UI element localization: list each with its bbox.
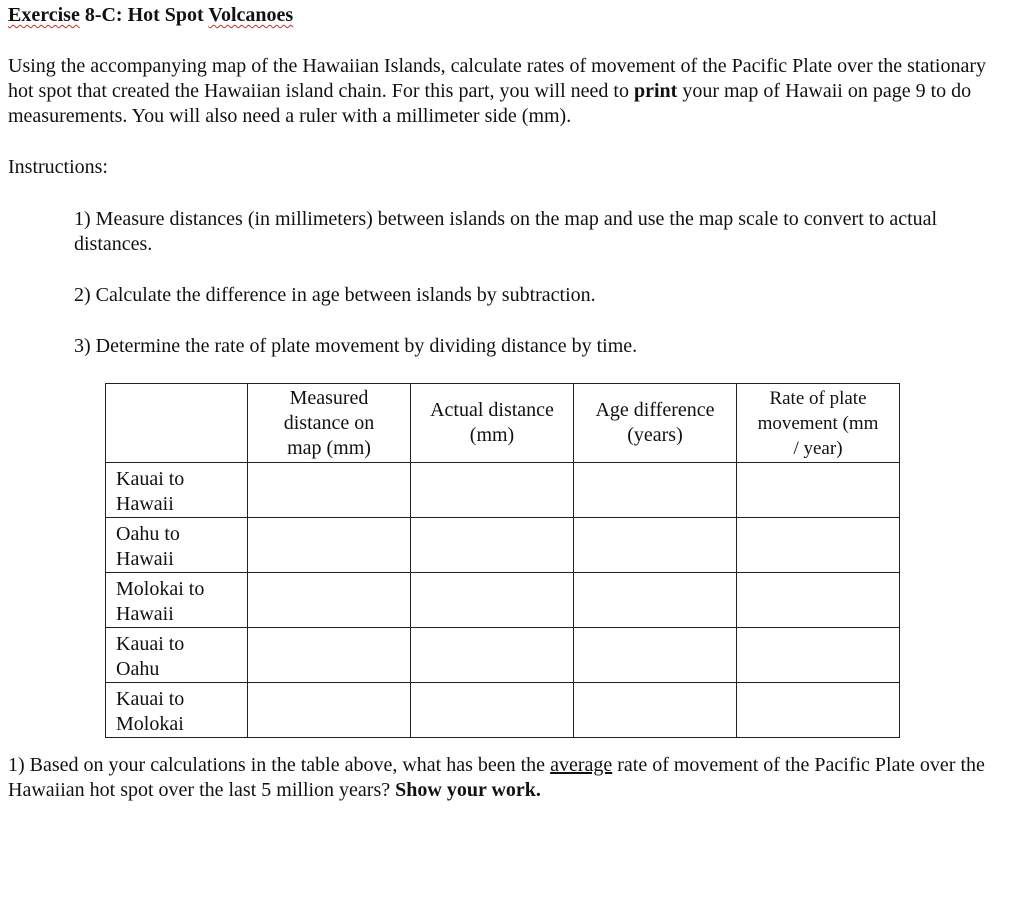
question-bold-show-work: Show your work. (395, 779, 541, 801)
cell-actual[interactable] (411, 628, 574, 683)
cell-rate[interactable] (737, 628, 900, 683)
cell-age[interactable] (574, 518, 737, 573)
cell-actual[interactable] (411, 518, 574, 573)
row-label: Kauai to Molokai (106, 683, 248, 738)
table-header-row (106, 384, 900, 463)
row-label: Kauai to Hawaii (106, 463, 248, 518)
header-actual-distance: Actual distance (mm) (411, 384, 574, 463)
header-age-difference: Age difference (years) (574, 384, 737, 463)
question-underlined-average: average (550, 754, 613, 776)
cell-measured[interactable] (248, 463, 411, 518)
header-measured-distance: Measured distance on map (mm) (248, 384, 411, 463)
step-1: 1) Measure distances (in millimeters) between islands on the map and use the map scale to convert to actual distances. (74, 208, 938, 255)
cell-actual[interactable] (411, 683, 574, 738)
cell-age[interactable] (574, 463, 737, 518)
header-rate: Rate of plate movement (mm / year) (737, 384, 900, 463)
cell-measured[interactable] (248, 573, 411, 628)
cell-actual[interactable] (411, 573, 574, 628)
table-row (106, 628, 900, 683)
instructions-label: Instructions: (8, 156, 108, 178)
cell-measured[interactable] (248, 518, 411, 573)
exercise-title (8, 4, 293, 27)
title-suffix: Volcanoes (208, 4, 294, 26)
step-2: 2) Calculate the difference in age between islands by subtraction. (74, 284, 596, 306)
row-label: Oahu to Hawaii (106, 518, 248, 573)
row-label: Molokai to Hawaii (106, 573, 248, 628)
table-row (106, 463, 900, 518)
cell-measured[interactable] (248, 683, 411, 738)
question-1 (8, 753, 1008, 803)
table-row (106, 518, 900, 573)
question-text-2: rate of movement of the Pacific Plate over the Hawaiian hot spot over the last 5 million years? (8, 754, 985, 801)
rates-table (105, 383, 900, 738)
intro-text-2: your map of Hawaii on page 9 to do measurements. You will also need a ruler with a millimeter side (mm). (8, 80, 972, 127)
intro-bold-print: print (633, 80, 678, 102)
cell-rate[interactable] (737, 518, 900, 573)
title-middle: 8-C: Hot Spot (79, 4, 209, 26)
cell-actual[interactable] (411, 463, 574, 518)
intro-text-1: Using the accompanying map of the Hawaiian Islands, calculate rates of movement of the Pacific Plate over the stationary hot spot that created the Hawaiian island chain. For this part, you will need to (8, 55, 986, 102)
row-label: Kauai to Oahu (106, 628, 248, 683)
cell-rate[interactable] (737, 463, 900, 518)
title-prefix: Exercise (8, 4, 80, 26)
header-blank (106, 384, 248, 463)
intro-paragraph (8, 54, 1008, 129)
table-row (106, 683, 900, 738)
table-row (106, 573, 900, 628)
cell-rate[interactable] (737, 683, 900, 738)
step-3: 3) Determine the rate of plate movement by dividing distance by time. (74, 335, 638, 357)
cell-age[interactable] (574, 573, 737, 628)
cell-age[interactable] (574, 628, 737, 683)
cell-rate[interactable] (737, 573, 900, 628)
question-text-1: 1) Based on your calculations in the table above, what has been the (8, 754, 551, 776)
cell-measured[interactable] (248, 628, 411, 683)
cell-age[interactable] (574, 683, 737, 738)
